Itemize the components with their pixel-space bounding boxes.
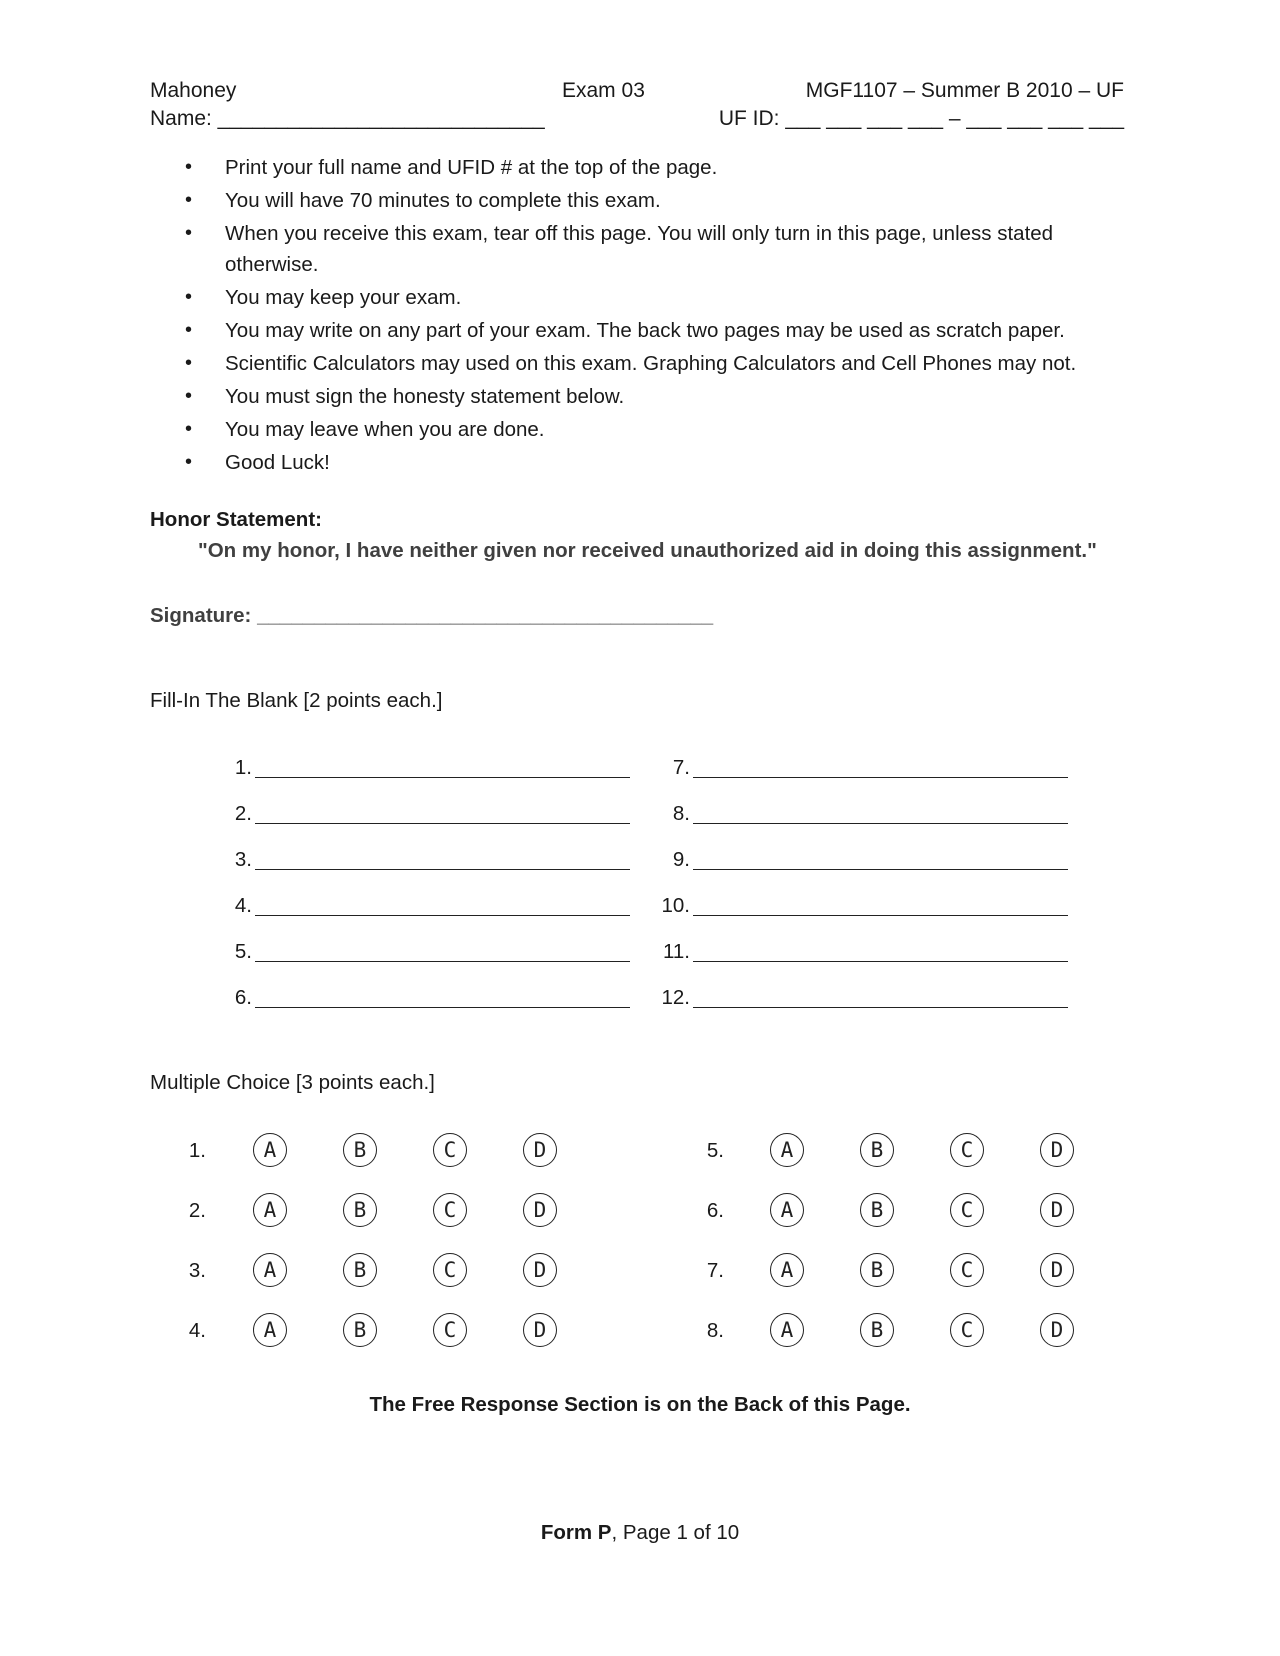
instruction-item: • You may leave when you are done. [180,414,1100,445]
answer-bubble-c[interactable]: C [950,1313,984,1347]
answer-bubble-b[interactable]: B [860,1313,894,1347]
answer-bubble-b[interactable]: B [343,1133,377,1167]
page-footer [0,1521,1280,1545]
answer-bubble-b[interactable]: B [343,1253,377,1287]
answer-line[interactable] [693,961,1068,962]
answer-bubble-d[interactable]: D [1040,1193,1074,1227]
answer-bubble-d[interactable]: D [523,1133,557,1167]
answer-bubble-d[interactable]: D [1040,1133,1074,1167]
honor-statement-title: Honor Statement: [150,508,322,531]
course-label: MGF1107 – Summer B 2010 – UF [805,79,1124,102]
fill-blank-item[interactable] [215,937,635,967]
mc-question-row [0,1193,640,1229]
mc-question-number: 1. [188,1139,206,1162]
instruction-item: • Good Luck! [180,447,1100,478]
answer-bubble-a[interactable]: A [253,1133,287,1167]
mc-question-number: 5. [706,1139,724,1162]
mc-question-number: 2. [188,1199,206,1222]
answer-bubble-d[interactable]: D [523,1313,557,1347]
fill-in-blank-title: Fill-In The Blank [2 points each.] [150,689,443,712]
fill-blank-item[interactable] [215,983,635,1013]
answer-line[interactable] [255,915,630,916]
answer-line[interactable] [255,869,630,870]
fill-blank-number: 1. [234,756,252,779]
fill-blank-number: 2. [234,802,252,825]
fill-blank-number: 4. [234,894,252,917]
fill-blank-item[interactable] [653,799,1073,829]
fill-blank-item[interactable] [653,845,1073,875]
fill-blank-number: 11. [663,940,690,963]
answer-bubble-c[interactable]: C [433,1313,467,1347]
answer-bubble-c[interactable]: C [950,1193,984,1227]
answer-bubble-b[interactable]: B [860,1133,894,1167]
fill-blank-number: 3. [234,848,252,871]
instructor-name: Mahoney [150,79,237,102]
answer-bubble-a[interactable]: A [253,1313,287,1347]
instruction-item: • You may write on any part of your exam. The back two pages may be used as scratch paper. [180,315,1100,346]
instruction-item: • You may keep your exam. [180,282,1100,313]
multiple-choice-title: Multiple Choice [3 points each.] [150,1071,435,1094]
answer-line[interactable] [255,1007,630,1008]
mc-question-row [0,1253,640,1289]
answer-line[interactable] [255,961,630,962]
answer-bubble-b[interactable]: B [343,1193,377,1227]
fill-blank-number: 6. [234,986,252,1009]
answer-bubble-b[interactable]: B [860,1253,894,1287]
instruction-item: • Print your full name and UFID # at the top of the page. [180,152,1100,183]
answer-bubble-d[interactable]: D [523,1193,557,1227]
answer-bubble-b[interactable]: B [343,1313,377,1347]
mc-question-number: 8. [706,1319,724,1342]
fill-blank-item[interactable] [215,891,635,921]
mc-question-row [0,1133,640,1169]
fill-blank-item[interactable] [653,983,1073,1013]
fill-blank-item[interactable] [653,891,1073,921]
fill-blank-number: 7. [672,756,690,779]
answer-bubble-c[interactable]: C [433,1193,467,1227]
form-label: Form P [540,1521,612,1544]
instruction-item: • You will have 70 minutes to complete this exam. [180,185,1100,216]
instruction-item: • When you receive this exam, tear off this page. You will only turn in this page, unless stated otherwise. [180,218,1100,280]
mc-question-row [0,1313,640,1349]
answer-line[interactable] [255,777,630,778]
mc-question-number: 4. [188,1319,206,1342]
answer-line[interactable] [693,915,1068,916]
fill-blank-item[interactable] [215,753,635,783]
fill-blank-item[interactable] [653,753,1073,783]
answer-bubble-c[interactable]: C [950,1253,984,1287]
fill-blank-item[interactable] [215,845,635,875]
answer-bubble-c[interactable]: C [433,1253,467,1287]
mc-question-number: 7. [706,1259,724,1282]
mc-question-number: 6. [706,1199,724,1222]
answer-bubble-d[interactable]: D [523,1253,557,1287]
answer-line[interactable] [693,1007,1068,1008]
exam-title: Exam 03 [562,79,645,102]
mc-question-row [640,1313,1280,1349]
answer-bubble-d[interactable]: D [1040,1313,1074,1347]
answer-line[interactable] [693,823,1068,824]
instruction-item: • Scientific Calculators may used on this exam. Graphing Calculators and Cell Phones may not. [180,348,1100,379]
fill-blank-number: 10. [661,894,690,917]
mc-question-row [640,1253,1280,1289]
fill-blank-number: 5. [234,940,252,963]
answer-bubble-a[interactable]: A [253,1193,287,1227]
answer-bubble-a[interactable]: A [770,1313,804,1347]
answer-bubble-c[interactable]: C [950,1133,984,1167]
answer-bubble-a[interactable]: A [770,1253,804,1287]
student-name-field[interactable]: Name: ____________________________ [150,107,545,130]
fill-blank-number: 9. [672,848,690,871]
answer-line[interactable] [693,777,1068,778]
fill-blank-item[interactable] [653,937,1073,967]
answer-bubble-a[interactable]: A [253,1253,287,1287]
signature-field[interactable]: Signature: ________________________________________ [150,604,714,627]
answer-bubble-d[interactable]: D [1040,1253,1074,1287]
mc-question-row [640,1133,1280,1169]
mc-question-number: 3. [188,1259,206,1282]
answer-bubble-a[interactable]: A [770,1133,804,1167]
instructions-list [180,152,1100,480]
page-number: , Page 1 of 10 [611,1521,740,1544]
fill-blank-number: 8. [672,802,690,825]
answer-line[interactable] [255,823,630,824]
answer-bubble-c[interactable]: C [433,1133,467,1167]
answer-bubble-a[interactable]: A [770,1193,804,1227]
mc-question-row [640,1193,1280,1229]
answer-bubble-b[interactable]: B [860,1193,894,1227]
fill-blank-number: 12. [661,986,690,1009]
fill-blank-item[interactable] [215,799,635,829]
answer-line[interactable] [693,869,1068,870]
free-response-note: The Free Response Section is on the Back of this Page. [369,1393,911,1416]
ufid-field[interactable]: UF ID: ___ ___ ___ ___ – ___ ___ ___ ___ [718,107,1124,130]
instruction-item: • You must sign the honesty statement below. [180,381,1100,412]
honor-statement-quote: "On my honor, I have neither given nor received unauthorized aid in doing this assignment." [198,539,1097,562]
